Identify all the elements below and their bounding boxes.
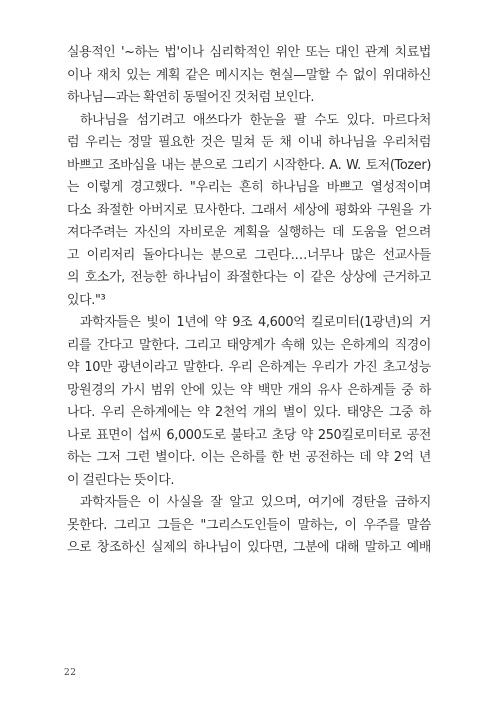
text-line: 고 이리저리 돌아다니는 분으로 그린다.…너무나 많은 선교사들	[67, 247, 431, 263]
page-number: 22	[64, 668, 77, 678]
text-line: 바쁘고 조바심을 내는 분으로 그리기 시작한다. A. W. 토저(Tozer)	[67, 157, 431, 173]
body-text	[67, 42, 431, 560]
paragraph-1	[67, 42, 431, 110]
text-line: 나로 표면이 섭씨 6,000도로 불타고 초당 약 250킬로미터로 공전	[67, 427, 431, 443]
text-line: 못한다. 그리고 그들은 "그리스도인들이 말하는, 이 우주를 말씀	[67, 517, 431, 533]
paragraph-3	[67, 312, 431, 492]
paragraph-2	[67, 110, 431, 313]
text-line: 있다."³	[67, 292, 106, 308]
text-line: 져다주려는 자신의 자비로운 계획을 실행하는 데 도움을 얻으려	[67, 225, 431, 240]
text-line: 이나 재치 있는 계획 같은 메시지는 현실—말할 수 없이 위대하신	[67, 67, 431, 83]
text-line: 하는 그저 그런 별이다. 이는 은하를 한 번 공전하는 데 약 2억 년	[67, 450, 431, 465]
paragraph-4	[67, 492, 431, 560]
text-line: 과학자들은 이 사실을 잘 알고 있으며, 여기에 경탄을 금하지	[80, 495, 431, 510]
text-line: 하나님을 섬기려고 애쓰다가 한눈을 팔 수도 있다. 마르다처	[80, 112, 431, 128]
text-line: 과학자들은 빛이 1년에 약 9조 4,600억 킬로미터(1광년)의 거	[80, 315, 431, 330]
text-line: 는 이렇게 경고했다. "우리는 흔히 하나님을 바쁘고 열성적이며	[67, 180, 431, 195]
text-line: 다소 좌절한 아버지로 묘사한다. 그래서 세상에 평화와 구원을 가	[67, 202, 431, 218]
text-line: 망원경의 가시 범위 안에 있는 약 백만 개의 유사 은하계들 중 하	[67, 382, 431, 398]
text-line: 의 호소가, 전능한 하나님이 좌절한다는 이 같은 상상에 근거하고	[67, 270, 431, 285]
text-line: 이 걸린다는 뜻이다.	[67, 472, 175, 488]
text-line: 나다. 우리 은하계에는 약 2천억 개의 별이 있다. 태양은 그중 하	[67, 405, 431, 420]
text-line: 으로 창조하신 실제의 하나님이 있다면, 그분에 대해 말하고 예배	[67, 540, 431, 555]
text-line: 럼 우리는 정말 필요한 것은 밀쳐 둔 채 이내 하나님을 우리처럼	[67, 135, 431, 150]
text-line: 실용적인 '~하는 법'이나 심리학적인 위안 또는 대인 관계 치료법	[67, 45, 431, 60]
text-line: 약 10만 광년이라고 말한다. 우리 은하계는 우리가 가진 초고성능	[67, 360, 431, 375]
text-line: 리를 간다고 말한다. 그리고 태양계가 속해 있는 은하계의 직경이	[67, 337, 431, 353]
text-line: 하나님—과는 확연히 동떨어진 것처럼 보인다.	[67, 90, 315, 105]
